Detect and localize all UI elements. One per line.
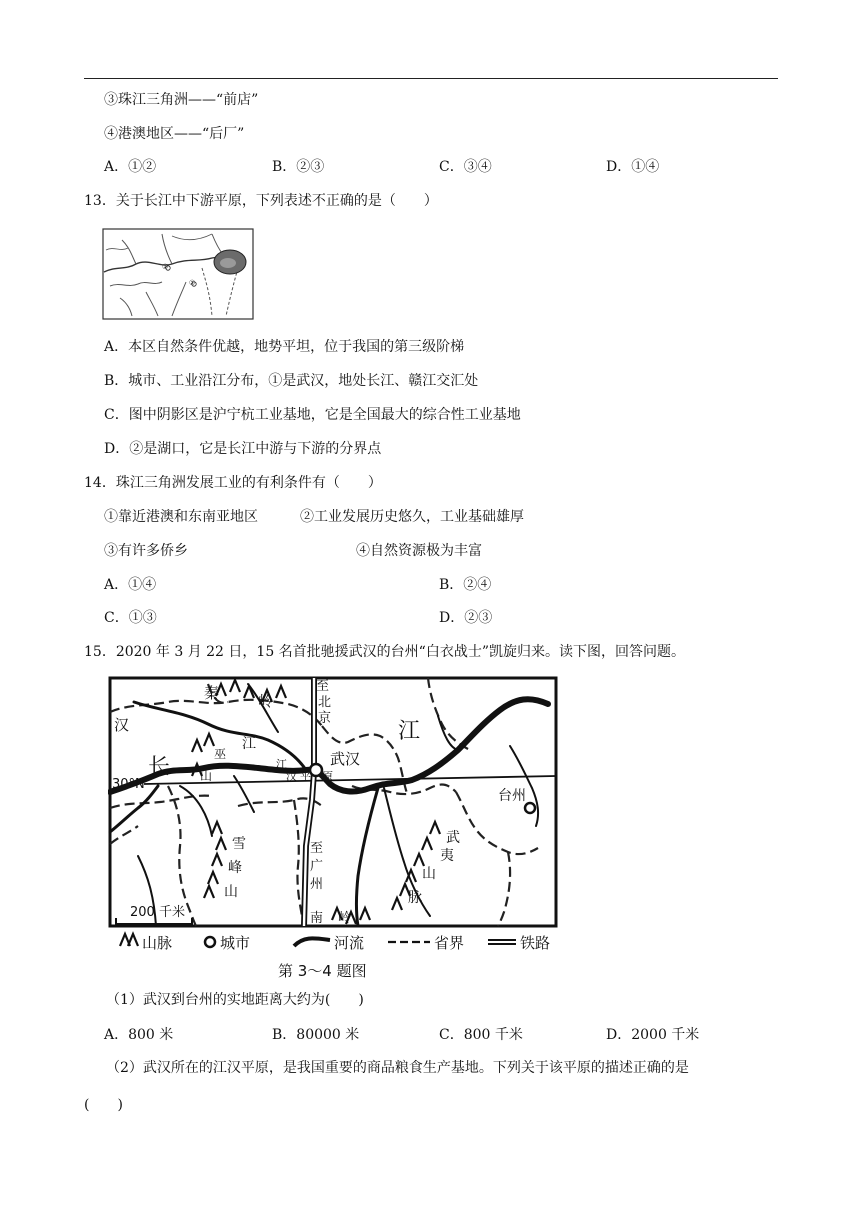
map-label-jh-1: 江 — [276, 758, 287, 771]
map-label-guang: 广 — [310, 859, 324, 874]
q14-item-3: ③有许多侨乡 — [104, 543, 188, 559]
map-legend — [120, 934, 550, 952]
q13-option-c[interactable]: C．图中阴影区是沪宁杭工业基地，它是全国最大的综合性工业基地 — [104, 407, 521, 423]
q15-sub1-option-c[interactable]: C．800 千米 — [439, 1027, 523, 1043]
map-label-ling: 岭 — [258, 692, 274, 710]
map-label-jh-4: 原 — [322, 770, 333, 783]
q14-stem: 14．珠江三角洲发展工业的有利条件有（ ） — [84, 475, 382, 491]
q15-map — [108, 676, 560, 982]
q13-map-label-1: ① — [162, 263, 169, 271]
q15-sub2-stem: （2）武汉所在的江汉平原，是我国重要的商品粮食生产基地。下列关于该平原的描述正确的是 — [106, 1060, 689, 1076]
q13-option-b[interactable]: B．城市、工业沿江分布，①是武汉，地处长江、赣江交汇处 — [104, 373, 479, 389]
q15-stem: 15．2020 年 3 月 22 日，15 名首批驰援武汉的台州“白衣战士”凯旋归来。读下图，回答问题。 — [84, 644, 685, 660]
map-label-shan: 山 — [200, 769, 213, 783]
q12-option-b[interactable]: B．②③ — [272, 159, 325, 175]
map-label-han: 汉 — [114, 716, 130, 734]
map-label-feng: 峰 — [228, 860, 242, 876]
q14-item-2: ②工业发展历史悠久，工业基础雄厚 — [300, 509, 524, 525]
map-label-wuyi-1: 武 — [446, 830, 460, 846]
legend-railway: 铁路 — [520, 934, 551, 952]
map-label-nan: 南 — [310, 911, 324, 926]
q12-option-c[interactable]: C．③④ — [439, 159, 492, 175]
legend-border: 省界 — [434, 934, 465, 952]
q15-sub2-stem-end: ( ) — [84, 1097, 123, 1113]
map-caption: 第 3～4 题图 — [278, 962, 367, 980]
map-label-shan-2: 山 — [224, 884, 238, 900]
q14-option-c[interactable]: C．①③ — [104, 610, 157, 626]
q13-stem: 13．关于长江中下游平原，下列表述不正确的是（ ） — [84, 193, 438, 209]
q15-sub1-option-b[interactable]: B．80000 米 — [272, 1027, 360, 1043]
map-label-chang: 长 — [148, 755, 171, 780]
map-label-taizhou: 台州 — [498, 788, 526, 804]
map-label-lat: 30°N — [112, 777, 145, 792]
map-label-wuyi-3: 山 — [422, 866, 436, 882]
map-label-jh-2: 汉 — [286, 770, 297, 783]
map-label-wuhan: 武汉 — [330, 750, 361, 768]
map-label-zhi-1: 至 — [316, 679, 330, 694]
map-label-jh-3: 平 — [300, 770, 311, 783]
legend-mountain: 山脉 — [142, 934, 173, 952]
map-label-wu: 巫 — [214, 747, 227, 761]
map-scale-label: 200 千米 — [130, 905, 185, 920]
q13-option-a[interactable]: A．本区自然条件优越，地势平坦，位于我国的第三级阶梯 — [104, 339, 465, 355]
header-rule — [84, 78, 778, 79]
q15-sub1-stem: （1）武汉到台州的实地距离大约为( ) — [106, 992, 364, 1008]
q12-item-4: ④港澳地区——“后厂” — [104, 126, 245, 142]
map-label-xue: 雪 — [232, 836, 246, 852]
legend-city: 城市 — [220, 934, 251, 952]
q13-map-label-2: ② — [189, 279, 196, 287]
q13-map — [102, 228, 254, 320]
map-label-wuyi-4: 脉 — [408, 890, 422, 906]
map-label-wuyi-2: 夷 — [440, 848, 454, 864]
map-label-zhi-2: 至 — [310, 841, 324, 856]
q14-option-b[interactable]: B．②④ — [439, 577, 492, 593]
q14-item-4: ④自然资源极为丰富 — [356, 543, 482, 559]
map-label-qin: 秦 — [204, 684, 220, 702]
q15-sub1-option-d[interactable]: D．2000 千米 — [606, 1027, 700, 1043]
map-label-jiang-2: 江 — [242, 736, 256, 752]
q14-item-1: ①靠近港澳和东南亚地区 — [104, 509, 258, 525]
map-label-ling-2: 岭 — [338, 911, 352, 926]
q14-option-d[interactable]: D．②③ — [439, 610, 493, 626]
q12-item-3: ③珠江三角洲——“前店” — [104, 92, 259, 108]
q14-option-a[interactable]: A．①④ — [104, 577, 157, 593]
map-label-beijing-2: 京 — [318, 711, 332, 726]
q12-option-a[interactable]: A．①② — [104, 159, 157, 175]
map-label-zhou: 州 — [310, 877, 324, 892]
map-label-jiang-1: 江 — [398, 719, 421, 744]
q13-option-d[interactable]: D．②是湖口，它是长江中游与下游的分界点 — [104, 441, 382, 457]
q12-option-d[interactable]: D．①④ — [606, 159, 660, 175]
q15-sub1-option-a[interactable]: A．800 米 — [104, 1027, 174, 1043]
map-label-beijing-1: 北 — [318, 695, 332, 710]
legend-river: 河流 — [334, 934, 365, 952]
